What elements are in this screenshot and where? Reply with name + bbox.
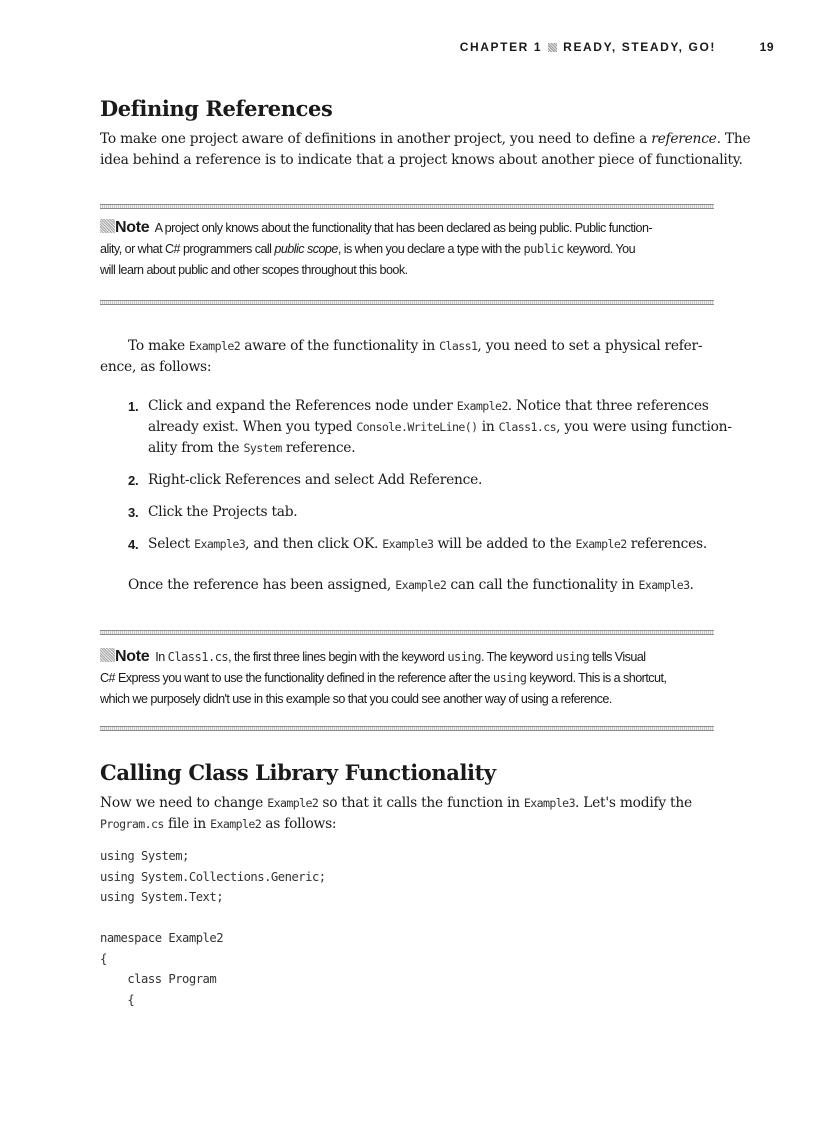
note-top-rule xyxy=(100,204,714,209)
code-line: { xyxy=(100,951,107,966)
note-label: Note xyxy=(115,219,150,236)
note-marker-icon xyxy=(100,648,115,662)
code-line: namespace Example2 xyxy=(100,931,224,945)
note-bottom-rule xyxy=(100,300,714,305)
header-separator-icon xyxy=(548,43,557,52)
section-heading-calling-class-library: Calling Class Library Functionality xyxy=(100,760,496,785)
code-listing xyxy=(100,846,326,1010)
running-header xyxy=(100,40,774,58)
chapter-title: READY, STEADY, GO! xyxy=(563,40,716,54)
note-box-1: Note A project only knows about the functionality that has been declared as being public. Public function- ality, or what C# programmers call public scope, is when you declare a type with the public keyword. You will learn about public and other scopes throughout this book. xyxy=(100,219,653,277)
reference-assigned-paragraph: Once the reference has been assigned, Example2 can call the functionality in Example3. xyxy=(128,577,694,593)
section-heading-defining-references: Defining References xyxy=(100,96,333,121)
note-box-2: Note In Class1.cs, the first three lines begin with the keyword using. The keyword using tells Visual C# Express you want to use the functionality defined in the reference after the using keyword. This is a shortcut, which we purposely didn't use in this example so that you could see another way of using a reference. xyxy=(100,648,667,706)
chapter-label: CHAPTER 1 xyxy=(459,40,543,54)
list-item: 2. Right-click References and select Add Reference. xyxy=(128,472,483,488)
page-number: 19 xyxy=(759,40,774,54)
physical-reference-paragraph: To make Example2 aware of the functionality in Class1, you need to set a physical refer- ence, as follows: xyxy=(100,338,703,375)
steps-list xyxy=(128,396,732,555)
note-marker-icon xyxy=(100,219,115,233)
reference-term: reference xyxy=(651,131,717,147)
note-bottom-rule xyxy=(100,726,714,731)
list-item: 1. Click and expand the References node under Example2. Notice that three references already exist. When you typed Console.WriteLine() in Class1.cs, you were using function- ality from the System reference. xyxy=(128,398,732,456)
chapter-header xyxy=(460,40,716,54)
list-item: 3. Click the Projects tab. xyxy=(128,504,298,520)
intro-paragraph: To make one project aware of definitions in another project, you need to define a reference. The idea behind a reference is to indicate that a project knows about another piece of functionality. xyxy=(100,131,751,168)
code-line: using System.Collections.Generic; xyxy=(100,869,326,884)
code-line xyxy=(100,908,326,929)
code-line: class Program xyxy=(100,972,217,986)
note-top-rule xyxy=(100,630,714,635)
code-line: { xyxy=(100,992,135,1007)
code-line: using System; xyxy=(100,849,189,863)
code-line: using System.Text; xyxy=(100,890,224,904)
note-label: Note xyxy=(115,648,150,665)
modify-program-paragraph: Now we need to change Example2 so that it calls the function in Example3. Let's modify the Program.cs file in Example2 as follows: xyxy=(100,795,692,832)
list-item: 4. Select Example3, and then click OK. Example3 will be added to the Example2 references. xyxy=(128,536,708,552)
